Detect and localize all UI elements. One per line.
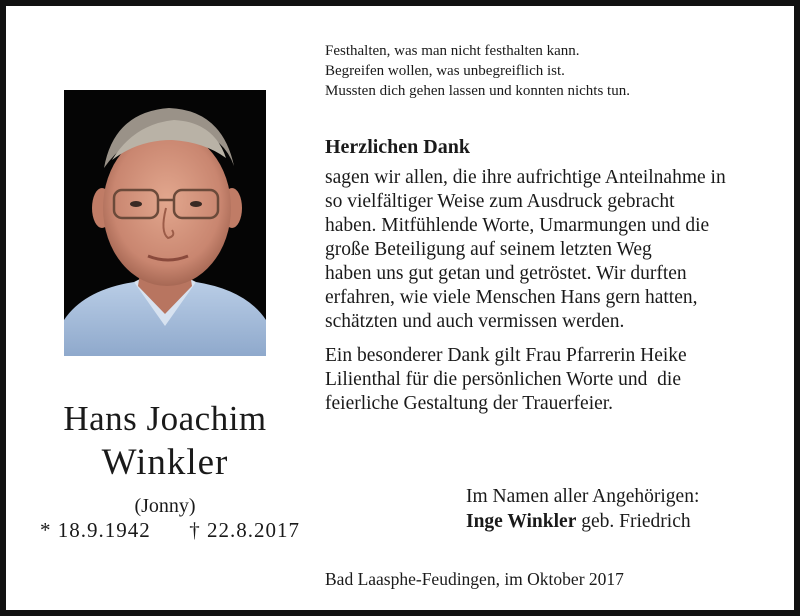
text-line: große Beteiligung auf seinem letzten Weg <box>325 239 652 260</box>
death-date: † 22.8.2017 <box>189 518 300 542</box>
place-date: Bad Laasphe-Feudingen, im Oktober 2017 <box>325 569 624 589</box>
life-dates <box>40 518 300 543</box>
text-line: Lilienthal für die persönlichen Worte und die <box>325 369 682 390</box>
deceased-first-names: Hans Joachim <box>63 399 267 438</box>
text-line: haben. Mitfühlende Worte, Umarmungen und die <box>325 215 710 236</box>
text-line: feierliche Gestaltung der Trauerfeier. <box>325 393 614 414</box>
thanks-heading: Herzlichen Dank <box>325 136 470 158</box>
text-line: Ein besonderer Dank gilt Frau Pfarrerin Heike <box>325 345 687 366</box>
signature-name: Inge Winkler <box>466 511 577 532</box>
signature-intro: Im Namen aller Angehörigen: <box>466 486 700 507</box>
thanks-paragraph-2 <box>325 344 785 416</box>
memorial-poem <box>325 41 785 101</box>
poem-line: Begreifen wollen, was unbegreiflich ist. <box>325 63 565 79</box>
deceased-nickname: (Jonny) <box>134 495 196 517</box>
text-line: haben uns gut getan und getröstet. Wir durften <box>325 263 687 284</box>
deceased-name-block <box>24 398 306 520</box>
portrait-photo <box>64 90 266 356</box>
birth-date: * 18.9.1942 <box>40 518 151 542</box>
poem-line: Mussten dich gehen lassen und konnten nichts tun. <box>325 83 630 99</box>
poem-line: Festhalten, was man nicht festhalten kann. <box>325 43 580 59</box>
signature-maiden-name: geb. Friedrich <box>576 511 691 532</box>
signature-block <box>466 484 786 534</box>
thanks-paragraph-1 <box>325 166 785 334</box>
thanks-body <box>325 166 785 416</box>
signature-name-line <box>466 509 786 534</box>
deceased-last-name: Winkler <box>101 442 229 483</box>
text-line: schätzten und auch vermissen werden. <box>325 311 625 332</box>
text-line: erfahren, wie viele Menschen Hans gern hatten, <box>325 287 698 308</box>
text-line: sagen wir allen, die ihre aufrichtige Anteilnahme in <box>325 167 726 188</box>
text-line: so vielfältiger Weise zum Ausdruck gebracht <box>325 191 675 212</box>
